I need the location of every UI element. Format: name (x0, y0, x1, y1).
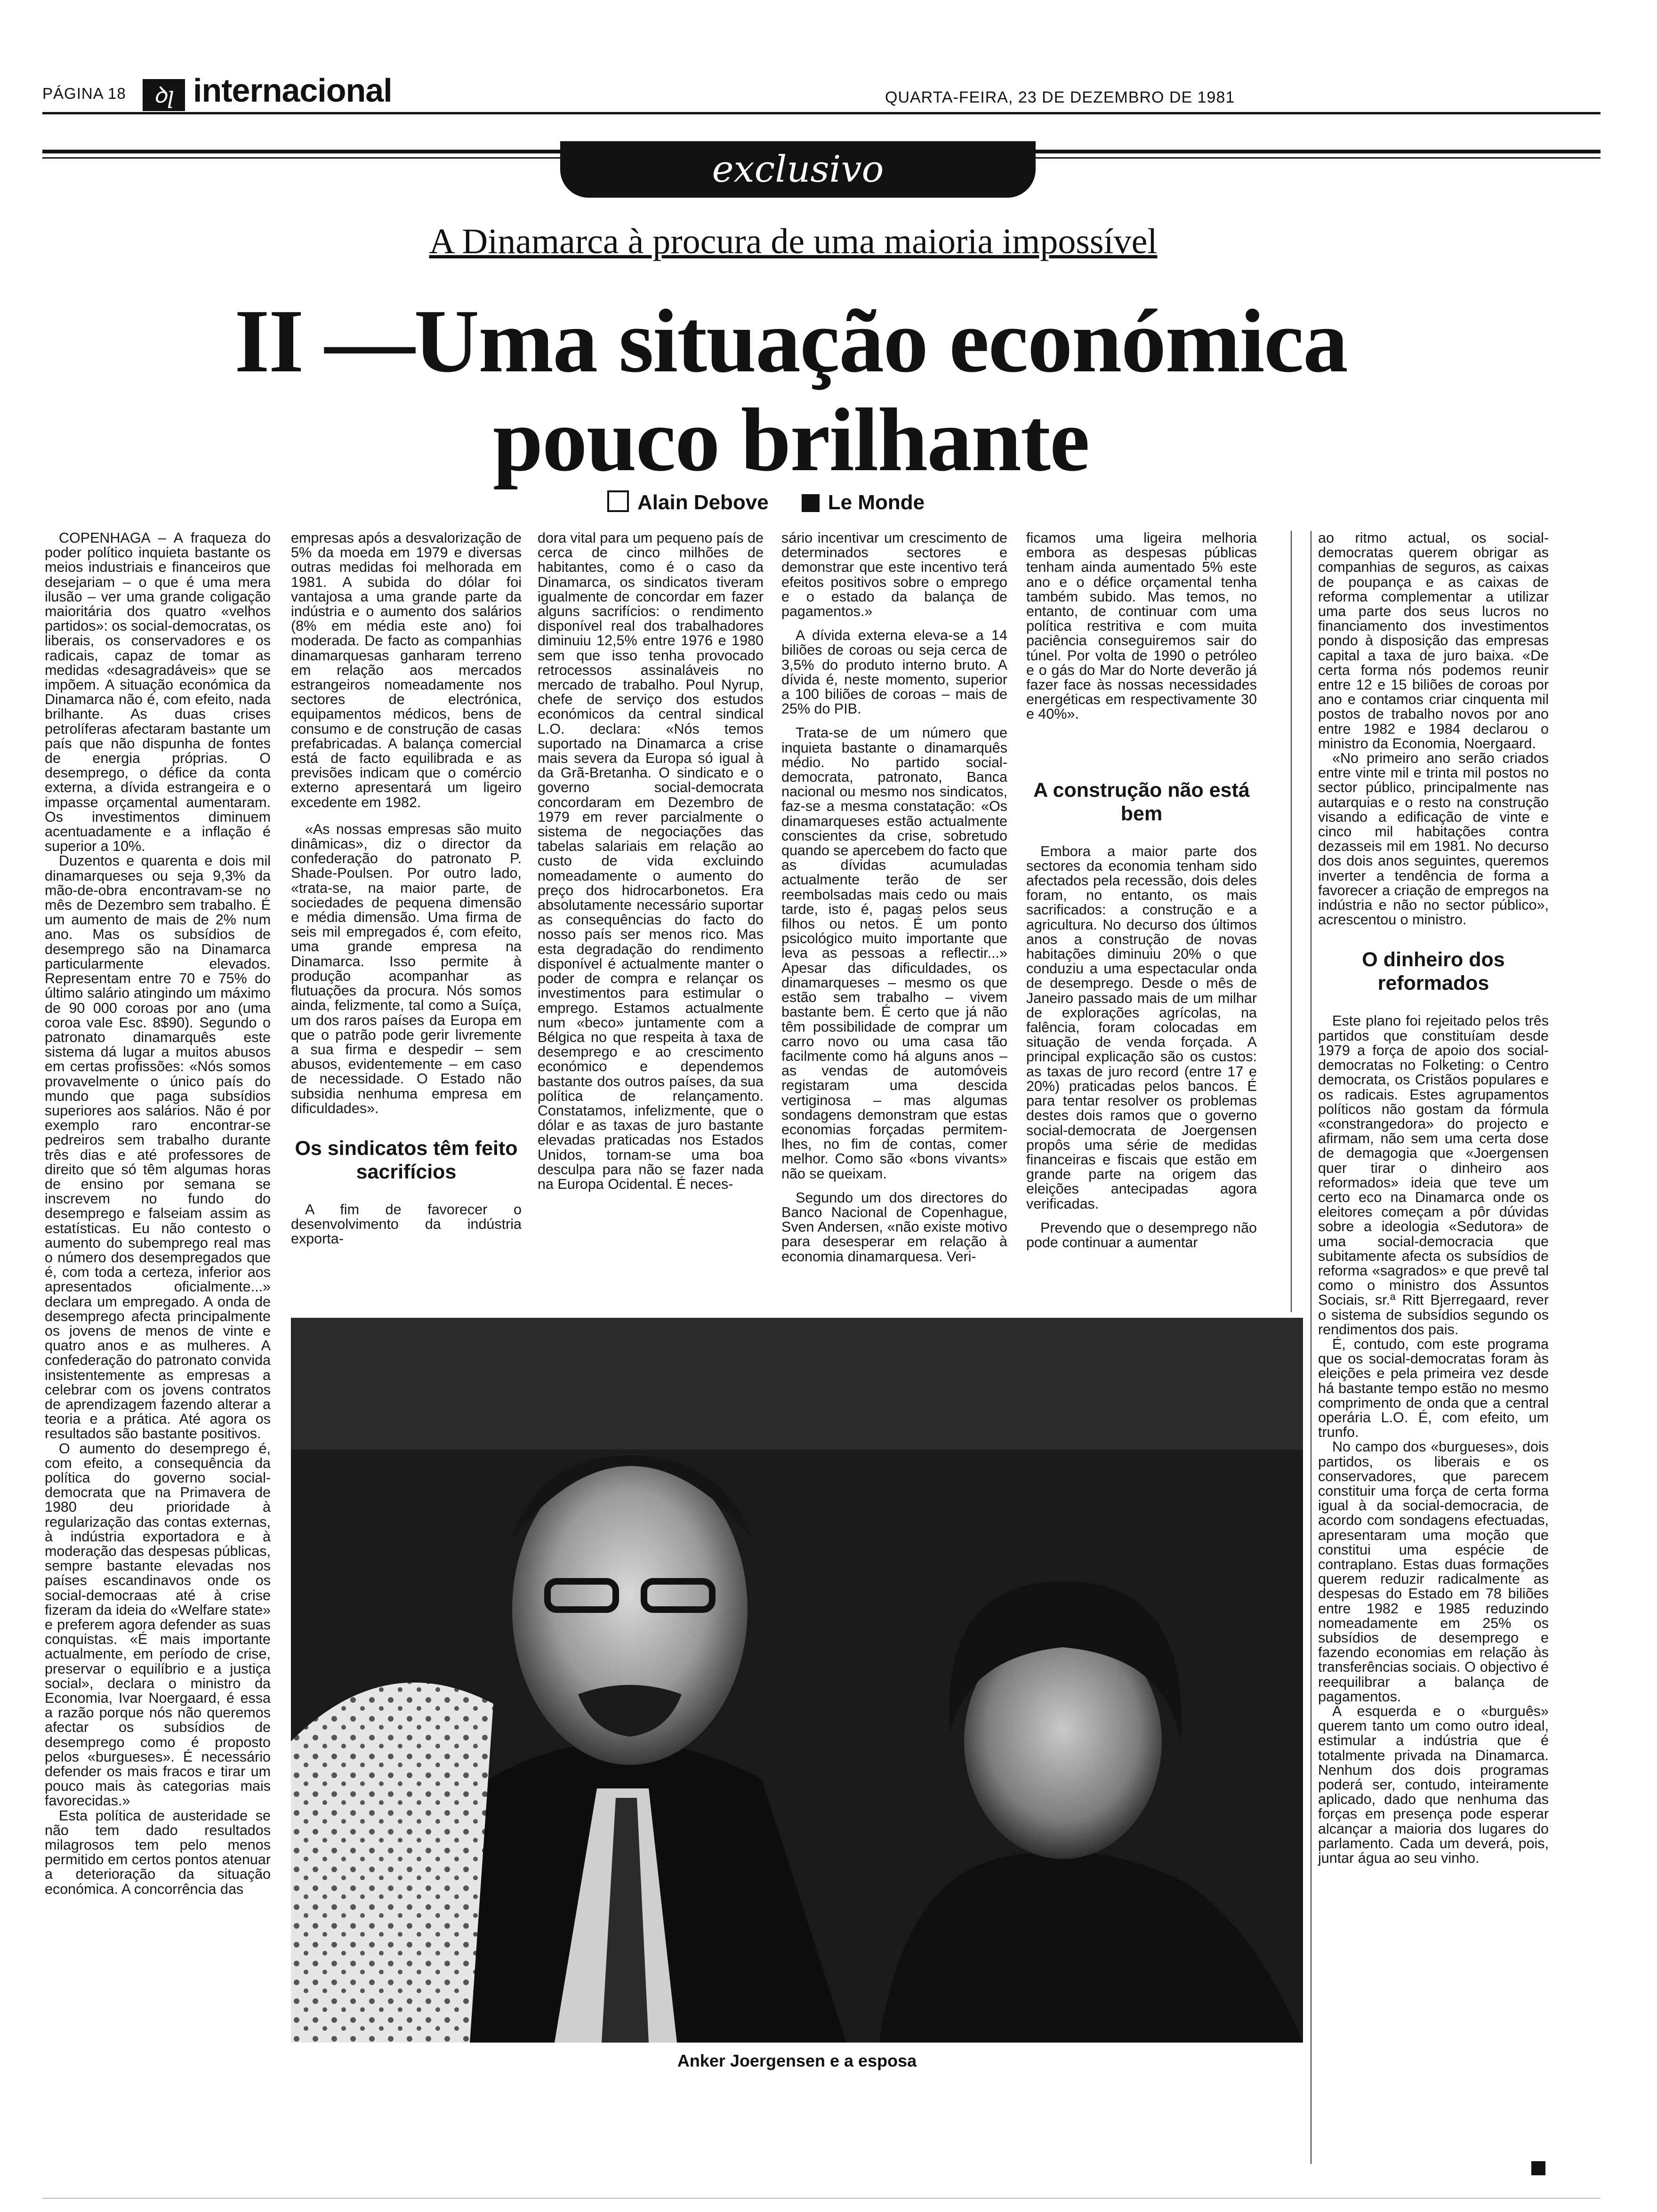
photo-illustration (291, 1318, 1303, 2043)
paragraph: ficamos uma ligeira melhoria embora as despesas públicas tenham ainda aumentado 5% este ano e o défice orçamental tenha também subido. Mas temos, no entanto, de continuar com uma política restritiva e com muita paciência conseguiremos sair do túnel. Por volta de 1990 o petróleo e o gás do Mar do Norte deverão já fazer face às nossas necessidades energéticas em respectivamente 30 e 40%». (1026, 530, 1257, 722)
paragraph: Este plano foi rejeitado pelos três partidos que constituíam desde 1979 a força de apoio dos social-democratas no Folketing: o Centro democrata, os Cristãos populares e os radicais. Estes agrupamentos políticos não gostam da fórmula «constrangedora» do projecto e afirmam, não sem uma certa dose de demagogia que «Joergensen quer tirar o dinheiro aos reformados» ideia que teve um certo eco na Dinamarca onde os eleitores começam a pôr dúvidas sobre a ideologia «Sedutora» de uma social-democracia que subitamente afecta os subsídios de reforma «sagrados» e que prevê tal como o ministro dos Assuntos Sociais, sr.ª Ritt Bjerregaard, rever o sistema de subsídios segundo os rendimentos dos pais. (1318, 1013, 1549, 1338)
paragraph: «As nossas empresas são muito dinâmicas», diz o director da confederação do patronato P. Shade-Poulsen. Por outro lado, «trata-se, na maior parte, de sociedades de pequena dimensão e média dimensão. Uma firma de seis mil empregados é, com efeito, uma grande empresa na Dinamarca. Isso permite à produção acompanhar as flutuações da procura. Nós somos ainda, felizmente, tal como a Suíça, um dos raros países da Europa em que o patrão pode gerir livremente a sua firma e despedir – sem abusos, evidentemente – em caso de necessidade. O Estado não subsidia nenhuma empresa em dificuldades». (291, 821, 522, 1116)
header-rule (42, 112, 1601, 114)
section-title: internacional (193, 72, 392, 109)
issue-date: QUARTA-FEIRA, 23 DE DEZEMBRO DE 1981 (885, 88, 1235, 106)
band-rule-left (42, 150, 560, 153)
column-6 (1318, 531, 1549, 2145)
paragraph: empresas após a desvalorização de 5% da moeda em 1979 e diversas outras medidas foi melhorada em 1981. A subida do dólar foi vantajosa a uma grande parte da indústria e o aumento dos salários (8% em média este ano) foi moderada. De facto as companhias dinamarquesas ganharam terreno em relação aos mercados estrangeiros nomeadamente nos sectores de electrónica, equipamentos médicos, bens de consumo e de construção de casas prefabricadas. A balança comercial está de facto equilibrada e as previsões indicam que o comércio externo apresentará um ligeiro excedente em 1982. (291, 530, 522, 810)
newspaper-logo-icon: ꝺꞁ (143, 79, 185, 111)
article-kicker: A Dinamarca à procura de uma maioria impossível (429, 222, 1158, 261)
paragraph: Segundo um dos directores do Banco Nacional de Copenhague, Sven Andersen, «não existe motivo para desesperar em relação à economia dinamarquesa. Veri- (781, 1189, 1007, 1265)
paragraph: No campo dos «burgueses», dois partidos, os liberais e os conservadores, que parecem constituir uma força de certa forma igual à da social-democracia, de acordo com sondagens efectuadas, apresentaram uma moção que constitui uma espécie de contraplano. Estas duas formações querem reduzir radicalmente as despesas do Estado em 78 biliões entre 1982 e 1985 reduzindo nomeadamente em 25% os subsídios de desemprego e fazendo economias em relação às transferências sociais. O objectivo é reequilibrar a balança de pagamentos. (1318, 1439, 1549, 1705)
headline-line-2: pouco brilhante (492, 390, 1089, 490)
open-square-icon (607, 490, 629, 512)
subhead-reformados: O dinheiro dos reformados (1362, 948, 1505, 995)
band-rule-right-thin (1036, 157, 1601, 159)
band-rule-left-thin (42, 157, 560, 159)
column-rule (1291, 531, 1292, 1312)
paragraph: É, contudo, com este programa que os social-democratas foram às eleições e pela primeira vez desde há bastante tempo estão no mesmo comprimento de onda que a central operária L.O. É, com efeito, um trunfo. (1318, 1336, 1549, 1441)
headline-line-1: II —Uma situação económica (234, 291, 1347, 391)
paragraph: ao ritmo actual, os social-democratas querem obrigar as companhias de seguros, as caixas de poupança e as caixas de reforma complementar a utilizar uma parte dos seus lucros no financiamento dos investimentos pondo à disposição das empresas capital a taxa de juro baixa. «De certa forma nós podemos reunir entre 12 e 15 biliões de coroas por ano e contamos criar cinquenta mil postos de trabalho novos por ano entre 1982 e 1984 declarou o ministro da Economia, Noergaard. (1318, 530, 1549, 752)
exclusive-label: exclusivo (560, 141, 1036, 198)
paragraph: sário incentivar um crescimento de determinados sectores e demonstrar que este incentivo terá efeitos positivos sobre o emprego e o estado da balança de pagamentos.» (781, 530, 1007, 620)
paragraph: A esquerda e o «burguês» querem tanto um como outro ideal, estimular a indústria que é totalmente privada na Dinamarca. Nenhum dos dois programas poderá ser, contudo, inteiramente aplicado, dado que nenhuma das forças em presença pode esperar alcançar a maioria dos lugares do parlamento. Cada um deverá, pois, juntar água ao seu vinho. (1318, 1703, 1549, 1867)
author-name: Alain Debove (637, 491, 769, 514)
article-headline (0, 292, 1582, 489)
end-mark-icon (1531, 2161, 1545, 2175)
column-2 (291, 531, 522, 1312)
paragraph: Duzentos e quarenta e dois mil dinamarqueses ou seja 9,3% da mão-de-obra encontravam-se no mês de Dezembro sem trabalho. É um aumento de mais de 2% num ano. Mas os subsídios de desemprego são na Dinamarca particularmente elevados. Representam entre 70 e 75% do último salário atingindo um máximo de 90 000 coroas por ano (uma coroa vale Esc. 8$90). Segundo o patronato dinamarquês este sistema dá lugar a muitos abusos em certas profissões: «Nós somos provavelmente o único país do mundo que paga subsídios superiores aos salários. Não é por exemplo raro encontrar-se pedreiros sem trabalho durante três dias e até professores de direito que só têm algumas horas de ensino por semana se inscrevem no fundo do desemprego e falseiam assim as estatísticas. Eu não contesto o aumento do subemprego real mas o número dos desempregados que é, com toda a certeza, inferior aos apresentados oficialmente...» declara um empregado. A onda de desemprego afecta principalmente os jovens de menos de vinte e quatro anos e as mulheres. A confederação do patronato convida insistentemente as empresas a celebrar com os jovens contratos de aprendizagem fazendo alterar a teoria e a prática. Até agora os resultados são bastante positivos. (45, 853, 271, 1442)
byline (607, 490, 925, 514)
paragraph: Trata-se de um número que inquieta bastante o dinamarquês médio. No partido social-democrata, patronato, Banca nacional ou mesmo nos sindicatos, faz-se a mesma constatação: «Os dinamarqueses estão actualmente conscientes da crise, sobretudo quando se apercebem do facto que as dívidas acumuladas actualmente terão de ser reembolsadas mais cedo ou mais tarde, isto é, pagas pelos seus filhos ou netos. É um ponto psicológico muito importante que leva as pessoas a reflectir...» Apesar das dificuldades, os dinamarqueses – mesmo os que estão sem trabalho – vivem bastante bem. É certo que já não têm possibilidade de comprar um carro novo ou uma casa tão facilmente como há alguns anos – as vendas de automóveis registaram uma descida vertiginosa – mas algumas sondagens demonstram que estas economias forçadas permitem-lhes, no fim de contas, comer melhor. Como são «bons vivants» não se queixam. (781, 725, 1007, 1182)
page-number: PÁGINA 18 (42, 85, 126, 102)
photo-caption: Anker Joergensen e a esposa (677, 2051, 917, 2070)
column-3 (538, 531, 764, 1312)
paragraph: dora vital para um pequeno país de cerca de cinco milhões de habitantes, como é o caso da Dinamarca, os sindicatos tiveram igualmente de concordar em fazer alguns sacrifícios: o rendimento disponível real dos trabalhadores diminuiu 12,5% entre 1976 e 1980 sem que isso tenha provocado retrocessos assinaláveis no mercado de trabalho. Poul Nyrup, chefe de serviço dos estudos económicos da central sindical L.O. declara: «Nós temos suportado na Dinamarca a crise mais severa da Europa só igual à da Grã-Bretanha. O sindicato e o governo social-democrata concordaram em Dezembro de 1979 em rever parcialmente o sistema de negociações das tabelas salariais em relação ao custo de vida excluindo nomeadamente o aumento do preço dos hidrocarbonetos. Era absolutamente necessário suportar as consequências do facto do nosso país ser menos rico. Mas esta degradação do rendimento disponível é actualmente manter o poder de compra e relançar os investimentos para estimular o emprego. Estamos actualmente num «beco» juntamente com a Bélgica no que respeita à taxa de desemprego e ao crescimento económico e dependemos bastante dos outros países, da sua política de relançamento. Constatamos, infelizmente, que o dólar e as taxas de juro bastante elevadas praticadas nos Estados Unidos, tornam-se uma boa desculpa para não se fazer nada na Europa Ocidental. É neces- (538, 530, 764, 1192)
paragraph: A dívida externa eleva-se a 14 biliões de coroas ou seja cerca de 3,5% do produto interno bruto. A dívida é, neste momento, superior a 100 biliões de coroas – mais de 25% do PIB. (781, 627, 1007, 717)
paragraph: O aumento do desemprego é, com efeito, a consequência da política do governo social-democrata que na Primavera de 1980 deu prioridade à regularização das contas externas, à indústria exportadora e à moderação das despesas públicas, sempre bastante elevadas nos países escandinavos onde os social-democraas até à crise fizeram da ideia do «Welfare state» e preferem agora defender as suas conquistas. «É mais importante actualmente, em período de crise, preservar o equilíbrio e a justiça social», declara o ministro da Economia, Ivar Noergaard, é essa a razão porque nós não queremos afectar os subsídios de desemprego como é proposto pelos «burgueses». É necessário defender os mais fracos e tirar um pouco mais às categorias mais favorecidas.» (45, 1440, 271, 1809)
column-4 (781, 531, 1007, 1312)
paragraph: «No primeiro ano serão criados entre vinte mil e trinta mil postos no sector público, principalmente nas autarquias e o resto na construção visando a edificação de vinte e cinco mil habitações contra dezasseis mil em 1981. No decurso dos dois anos seguintes, queremos inverter a tendência de forma a favorecer a criação de empregos na indústria e não no sector público», acrescentou o ministro. (1318, 750, 1549, 928)
band-rule-right (1036, 150, 1601, 153)
bottom-rule (42, 2198, 1601, 2199)
paragraph: Embora a maior parte dos sectores da economia tenham sido afectados pela recessão, dois deles foram, no entanto, os mais sacrificados: a construção e a agricultura. No decurso dos últimos anos a construção de novas habitações diminuiu 20% o que conduziu a uma espectacular onda de desemprego. Desde o mês de Janeiro passado mais de um milhar de explorações agrícolas, na falência, foram colocadas em situação de venda forçada. A principal explicação são os custos: as taxas de juro record (entre 17 e 20%) praticadas pelos bancos. É para tentar resolver os problemas destes dois ramos que o governo social-democrata de Joergensen propôs uma série de medidas financeiras e fiscais que estão em grande parte na origem das eleições antecipadas agora verificadas. (1026, 843, 1257, 1212)
filled-square-icon (802, 494, 820, 512)
subhead-construcao: A construção não está bem (1033, 778, 1250, 825)
subhead-sindicatos: Os sindicatos têm feito sacrifícios (295, 1137, 518, 1183)
paragraph: COPENHAGA – A fraqueza do poder político inquieta bastante os meios industriais e financeiros que desejariam – o que é uma mera ilusão – ver uma grande coligação maioritária dos quatro «velhos partidos»: os social-democratas, os liberais, os conservadores e os radicais, capaz de tomar as medidas «desagradáveis» que se impõem. A situação económica da Dinamarca não é, com efeito, nada brilhante. As duas crises petrolíferas afectaram bastante um país que não dispunha de fontes de energia próprias. O desemprego, o défice da conta externa, a dívida estrangeira e o impasse orçamental aumentaram. Os investimentos diminuem acentuadamente e a inflação é superior a 10%. (45, 530, 271, 855)
column-1 (45, 531, 271, 2145)
paragraph: Esta política de austeridade se não tem dado resultados milagrosos tem pelo menos permitido em certos pontos atenuar a deterioração da situação económica. A concorrência das (45, 1807, 271, 1897)
paragraph: A fim de favorecer o desenvolvimento da indústria exporta- (291, 1201, 522, 1247)
paragraph: Prevendo que o desemprego não pode continuar a aumentar (1026, 1219, 1257, 1250)
article-photo (291, 1318, 1303, 2043)
source-name: Le Monde (828, 491, 925, 514)
column-5 (1026, 531, 1257, 1312)
